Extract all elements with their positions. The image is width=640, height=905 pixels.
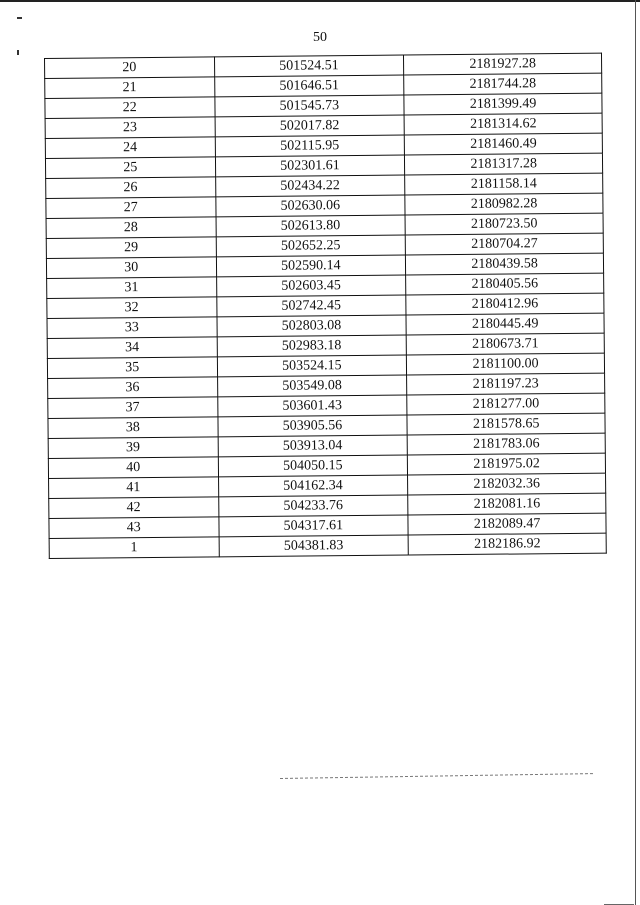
- x-coordinate-cell: 502603.45: [216, 275, 406, 297]
- y-coordinate-cell: 2180673.71: [406, 333, 604, 355]
- scan-speck: [17, 17, 22, 19]
- y-coordinate-cell: 2181578.65: [407, 413, 605, 435]
- y-coordinate-cell: 2181975.02: [408, 453, 606, 475]
- x-coordinate-cell: 503601.43: [217, 395, 407, 417]
- x-coordinate-cell: 501646.51: [214, 75, 404, 97]
- point-number-cell: 35: [47, 357, 217, 379]
- y-coordinate-cell: 2181783.06: [407, 433, 605, 455]
- y-coordinate-cell: 2181460.49: [405, 133, 603, 155]
- point-number-cell: 29: [46, 237, 216, 259]
- y-coordinate-cell: 2180982.28: [405, 193, 603, 215]
- y-coordinate-cell: 2181399.49: [404, 93, 602, 115]
- x-coordinate-cell: 502017.82: [215, 115, 405, 137]
- point-number-cell: 39: [48, 437, 218, 459]
- x-coordinate-cell: 504050.15: [218, 455, 408, 477]
- point-number-cell: 20: [45, 57, 215, 79]
- x-coordinate-cell: 503549.08: [217, 375, 407, 397]
- point-number-cell: 41: [49, 477, 219, 499]
- x-coordinate-cell: 503913.04: [218, 435, 408, 457]
- x-coordinate-cell: 502613.80: [216, 215, 406, 237]
- y-coordinate-cell: 2182032.36: [408, 473, 606, 495]
- y-coordinate-cell: 2181927.28: [404, 53, 602, 75]
- point-number-cell: 32: [47, 297, 217, 319]
- y-coordinate-cell: 2181317.28: [405, 153, 603, 175]
- x-coordinate-cell: 502983.18: [217, 335, 407, 357]
- point-number-cell: 34: [47, 337, 217, 359]
- x-coordinate-cell: 502742.45: [216, 295, 406, 317]
- x-coordinate-cell: 501524.51: [214, 55, 404, 77]
- scan-speck: [17, 50, 19, 55]
- point-number-cell: 27: [46, 197, 216, 219]
- y-coordinate-cell: 2180704.27: [405, 233, 603, 255]
- x-coordinate-cell: 504381.83: [219, 535, 409, 557]
- point-number-cell: 23: [45, 117, 215, 139]
- y-coordinate-cell: 2180723.50: [405, 213, 603, 235]
- y-coordinate-cell: 2182089.47: [408, 513, 606, 535]
- x-coordinate-cell: 501545.73: [214, 95, 404, 117]
- point-number-cell: 37: [48, 397, 218, 419]
- point-number-cell: 28: [46, 217, 216, 239]
- point-number-cell: 40: [48, 457, 218, 479]
- y-coordinate-cell: 2181314.62: [404, 113, 602, 135]
- point-number-cell: 30: [46, 257, 216, 279]
- x-coordinate-cell: 503524.15: [217, 355, 407, 377]
- point-number-cell: 1: [49, 537, 219, 559]
- point-number-cell: 24: [45, 137, 215, 159]
- y-coordinate-cell: 2180439.58: [406, 253, 604, 275]
- point-number-cell: 36: [48, 377, 218, 399]
- coordinates-table-body: [45, 53, 607, 558]
- point-number-cell: 43: [49, 517, 219, 539]
- x-coordinate-cell: 502803.08: [216, 315, 406, 337]
- point-number-cell: 21: [45, 77, 215, 99]
- y-coordinate-cell: 2182081.16: [408, 493, 606, 515]
- y-coordinate-cell: 2180445.49: [406, 313, 604, 335]
- y-coordinate-cell: 2181158.14: [405, 173, 603, 195]
- point-number-cell: 33: [47, 317, 217, 339]
- y-coordinate-cell: 2181197.23: [407, 373, 605, 395]
- x-coordinate-cell: 502115.95: [215, 135, 405, 157]
- y-coordinate-cell: 2180412.96: [406, 293, 604, 315]
- x-coordinate-cell: 504162.34: [218, 475, 408, 497]
- y-coordinate-cell: 2181100.00: [407, 353, 605, 375]
- point-number-cell: 26: [46, 177, 216, 199]
- x-coordinate-cell: 504233.76: [218, 495, 408, 517]
- x-coordinate-cell: 502630.06: [215, 195, 405, 217]
- page-number: 50: [313, 30, 327, 45]
- x-coordinate-cell: 503905.56: [217, 415, 407, 437]
- x-coordinate-cell: 502652.25: [216, 235, 406, 257]
- scan-artifact-line: [280, 773, 593, 779]
- x-coordinate-cell: 502590.14: [216, 255, 406, 277]
- point-number-cell: 22: [45, 97, 215, 119]
- point-number-cell: 38: [48, 417, 218, 439]
- x-coordinate-cell: 502301.61: [215, 155, 405, 177]
- scan-right-edge: [635, 0, 636, 905]
- y-coordinate-cell: 2181744.28: [404, 73, 602, 95]
- point-number-cell: 31: [47, 277, 217, 299]
- x-coordinate-cell: 504317.61: [218, 515, 408, 537]
- y-coordinate-cell: 2180405.56: [406, 273, 604, 295]
- coordinates-table: [44, 53, 607, 559]
- x-coordinate-cell: 502434.22: [215, 175, 405, 197]
- y-coordinate-cell: 2181277.00: [407, 393, 605, 415]
- scan-top-edge: [0, 0, 640, 2]
- point-number-cell: 25: [45, 157, 215, 179]
- point-number-cell: 42: [49, 497, 219, 519]
- y-coordinate-cell: 2182186.92: [408, 533, 606, 555]
